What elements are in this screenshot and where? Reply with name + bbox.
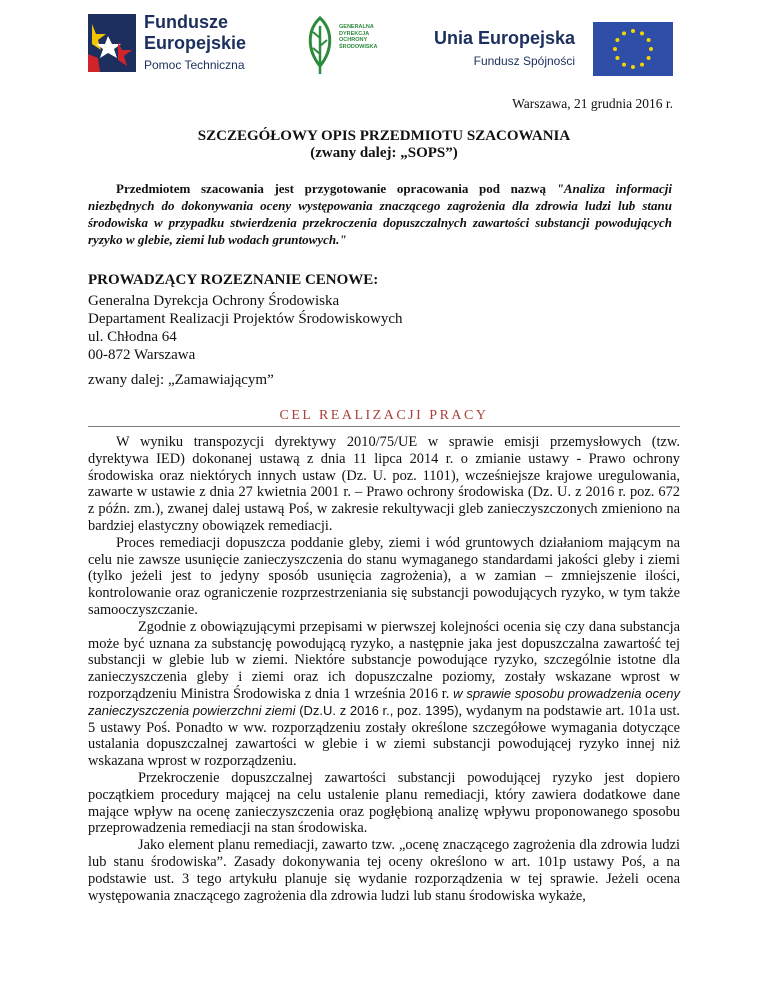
body-paragraph-3 [88,619,680,770]
gdos-line1: GENERALNA [339,24,374,30]
body-paragraph-5: Jako element planu remediacji, zawarto tzw. „ocenę znaczącego zagrożenia dla zdrowia ludzi lub stanu środowiska”. Zasady dokonywania tej oceny określono w art. 101p ustawy Poś, a na podstawie ust. 3 tego artykułu planuje się wydanie rozporządzenia w tej sprawie. Jeżeli ocena występowania znaczącego zagrożenia dla zdrowia ludzi lub stanu środowiska wykaże, [88,837,680,904]
body-paragraph-4: Przekroczenie dopuszczalnej zawartości substancji powodującej ryzyko jest dopiero początkiem procedury mającej na celu ustalenie planu remediacji, który zawiera dodatkowe dane mające wpływ na ocenę zanieczyszczenia oraz pogłębioną analizę wpływu proponowanego sposobu przeprowadzenia remediacji na stan środowiska. [88,769,680,837]
address-line: ul. Chłodna 64 [88,329,177,345]
subject-paragraph [88,180,672,248]
body-paragraph-2: Proces remediacji dopuszcza poddanie gleby, ziemi i wód gruntowych działaniom mającym na celu nie zawsze usunięcie zanieczyszczenia do stanu wymaganego standardami jakości gleby i ziemi (tylko jeżeli jest to jedyny sposób usunięcia zagrożenia), a w zamian – zmniejszenie ilości, kontrolowanie oraz ograniczenie rozprzestrzeniania się substancji powodujących ryzyko, w tym także samooczyszczanie. [88,534,680,618]
document-date: Warszawa, 21 grudnia 2016 r. [512,96,673,111]
subject-quoted-title: "Analiza informacji niezbędnych do dokonywania oceny występowania znaczącego zagrożenia dla zdrowia ludzi lub stanu środowiska w przypadku stwierdzenia przekroczenia dopuszczalnych zawartości substancji powodujących ryzyko w glebie, ziemi lub wodach gruntowych." [88,181,672,247]
address-line: Departament Realizacji Projektów Środowiskowych [88,311,403,327]
subject-prefix: Przedmiotem szacowania jest przygotowanie opracowania pod nazwą [116,181,557,196]
p3-part-d: , wydanym na podstawie art. 101a ust. 5 ustawy Poś. Ponadto w ww. rozporządzeniu zostały określone szczegółowe wymagania dotyczące ustalania dopuszczalnej zawartości w glebie i w ziemi substancji powodującej ryzyko innej niż wskazana wprost w rozporządzeniu. [88,702,681,770]
title-line1: SZCZEGÓŁOWY OPIS PRZEDMIOTU SZACOWANIA [197,128,571,144]
gdos-logo [305,16,415,78]
ue-subtitle: Fundusz Spójności [473,54,575,68]
leaf-icon [305,16,335,76]
contractor-heading: PROWADZĄCY ROZEZNANIE CENOWE: [88,272,379,288]
title-line2: (zwany dalej: „SOPS”) [310,145,458,161]
address-line: Generalna Dyrekcja Ochrony Środowiska [88,293,340,309]
unia-europejska-logo [425,22,685,72]
fe-logo-sub: Pomoc Techniczna [144,58,245,72]
gdos-line2: DYREKCJA [339,30,370,37]
document-title [0,128,768,162]
body-text [88,434,680,904]
fe-logo-line2: Europejskie [144,33,247,53]
p3-part-a: Zgodnie z obowiązującymi przepisami w pierwszej kolejności ocenia się czy dana substancja może być uznana za substancję powodującą ryzyko, a następnie jaka jest dopuszczalna zawartość tej substancji w glebie lub w ziemi. Niektóre substancje powodujące ryzyko, szczególnie istotne dla zanieczyszczenia gleby i ziemi oraz ich dopuszczalne poziomy, zostały wskazane wprost w rozporządzeniu Ministra Środowiska z dnia 1 września 2016 r. [88,618,680,702]
fundusze-europejskie-logo [88,12,268,84]
body-paragraph-1: W wyniku transpozycji dyrektywy 2010/75/UE w sprawie emisji przemysłowych (tzw. dyrektywa IED) dokonanej ustawą z dnia 11 lipca 2014 r. o zmianie ustawy - Prawo ochrony środowiska oraz niektórych innych ustaw (Dz. U. poz. 1101), wcześniejsze krajowe uregulowania, zawarte w ustawie z dnia 27 kwietnia 2001 r. – Prawo ochrony środowiska (Dz. U. z 2016 r. poz. 672 z późn. zm.), zwanej dalej ustawą Poś, w zakresie rekultywacji gleb zanieczyszczonych zmieniono na bardziej elastyczny obowiązek remediacji. [88,434,680,534]
fe-logo-line1: Fundusze [144,12,228,32]
section-divider [88,426,680,427]
p3-journal-ref: (Dz.U. z 2016 r., poz. 1395) [295,702,459,718]
address-line: 00-872 Warszawa [88,347,196,363]
gdos-line4: ŚRODOWISKA [339,43,378,50]
eu-flag-icon [593,22,673,76]
section-heading: CEL REALIZACJI PRACY [279,408,489,423]
fe-stars-icon [88,14,140,74]
contractor-called: zwany dalej: „Zamawiającym” [88,372,274,388]
page-header [0,0,768,92]
p3-regulation-title: w sprawie sposobu prowadzenia oceny zanieczyszczenia powierzchni ziemi [88,685,681,718]
contractor-address [88,292,403,364]
gdos-line3: OCHRONY [339,37,368,43]
ue-title: Unia Europejska [433,28,575,48]
